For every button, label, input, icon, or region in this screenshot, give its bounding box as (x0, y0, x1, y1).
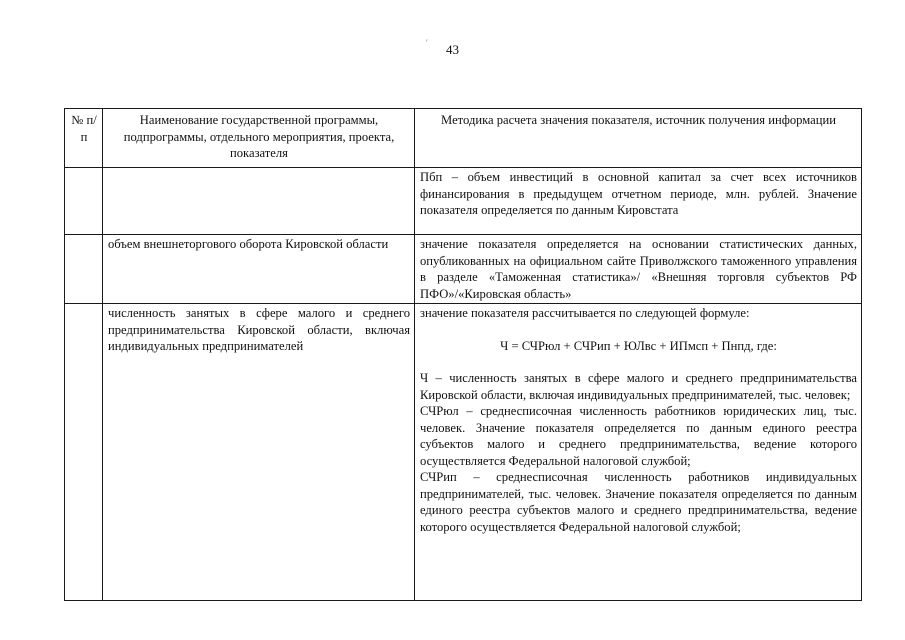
methodology-table (64, 108, 862, 601)
page-number: 43 (446, 42, 459, 57)
method-cell: значение показателя определяется на основании статистических данных, опубликованных на официальном сайте Приволжского таможенного управления в разделе «Таможенная статистика»/ «Внешняя торговля субъектов РФ ПФО»/«Кировская область» (415, 235, 862, 304)
table-row (65, 304, 862, 601)
method-intro: значение показателя рассчитывается по следующей формуле: (420, 306, 750, 320)
definition-paragraph: СЧРюл – среднесписочная численность работников юридических лиц, тыс. человек. Значение показателя определяется по данным единого реестра субъектов малого и среднего предпринимательства, ведение которого осуществляется Федеральной налоговой службой; (420, 404, 857, 468)
indicator-name-cell (103, 168, 415, 235)
formula: Ч = СЧРюл + СЧРип + ЮЛвс + ИПмсп + Пнпд, где: (500, 338, 777, 353)
row-number-cell (65, 168, 103, 235)
method-cell (415, 304, 862, 601)
header-name: Наименование государственной программы, подпрограммы, отдельного мероприятия, проекта, показателя (103, 109, 415, 168)
row-number-cell (65, 235, 103, 304)
table-row (65, 235, 862, 304)
indicator-name-cell: численность занятых в сфере малого и среднего предпринимательства Кировской области, включая индивидуальных предпринимателей (103, 304, 415, 601)
header-number: № п/п (65, 109, 103, 168)
definition-paragraph: Ч – численность занятых в сфере малого и среднего предпринимательства Кировской области, включая индивидуальных предпринимателей, тыс. человек; (420, 371, 857, 402)
definition-paragraph: СЧРип – среднесписочная численность работников индивидуальных предпринимателей, тыс. человек. Значение показателя определяется по данным единого реестра субъектов малого и среднего предпринимательства, ведение которого осуществляется Федеральной налоговой службой; (420, 470, 857, 534)
scan-artifact-mark: ′ (426, 38, 428, 48)
indicator-name-cell: объем внешнеторгового оборота Кировской области (103, 235, 415, 304)
method-cell: Пбп – объем инвестиций в основной капитал за счет всех источников финансирования в предыдущем отчетном периоде, млн. рублей. Значение показателя определяется по данным Кировстата (415, 168, 862, 235)
table-row (65, 168, 862, 235)
table-header-row (65, 109, 862, 168)
header-method: Методика расчета значения показателя, источник получения информации (415, 109, 862, 168)
row-number-cell (65, 304, 103, 601)
